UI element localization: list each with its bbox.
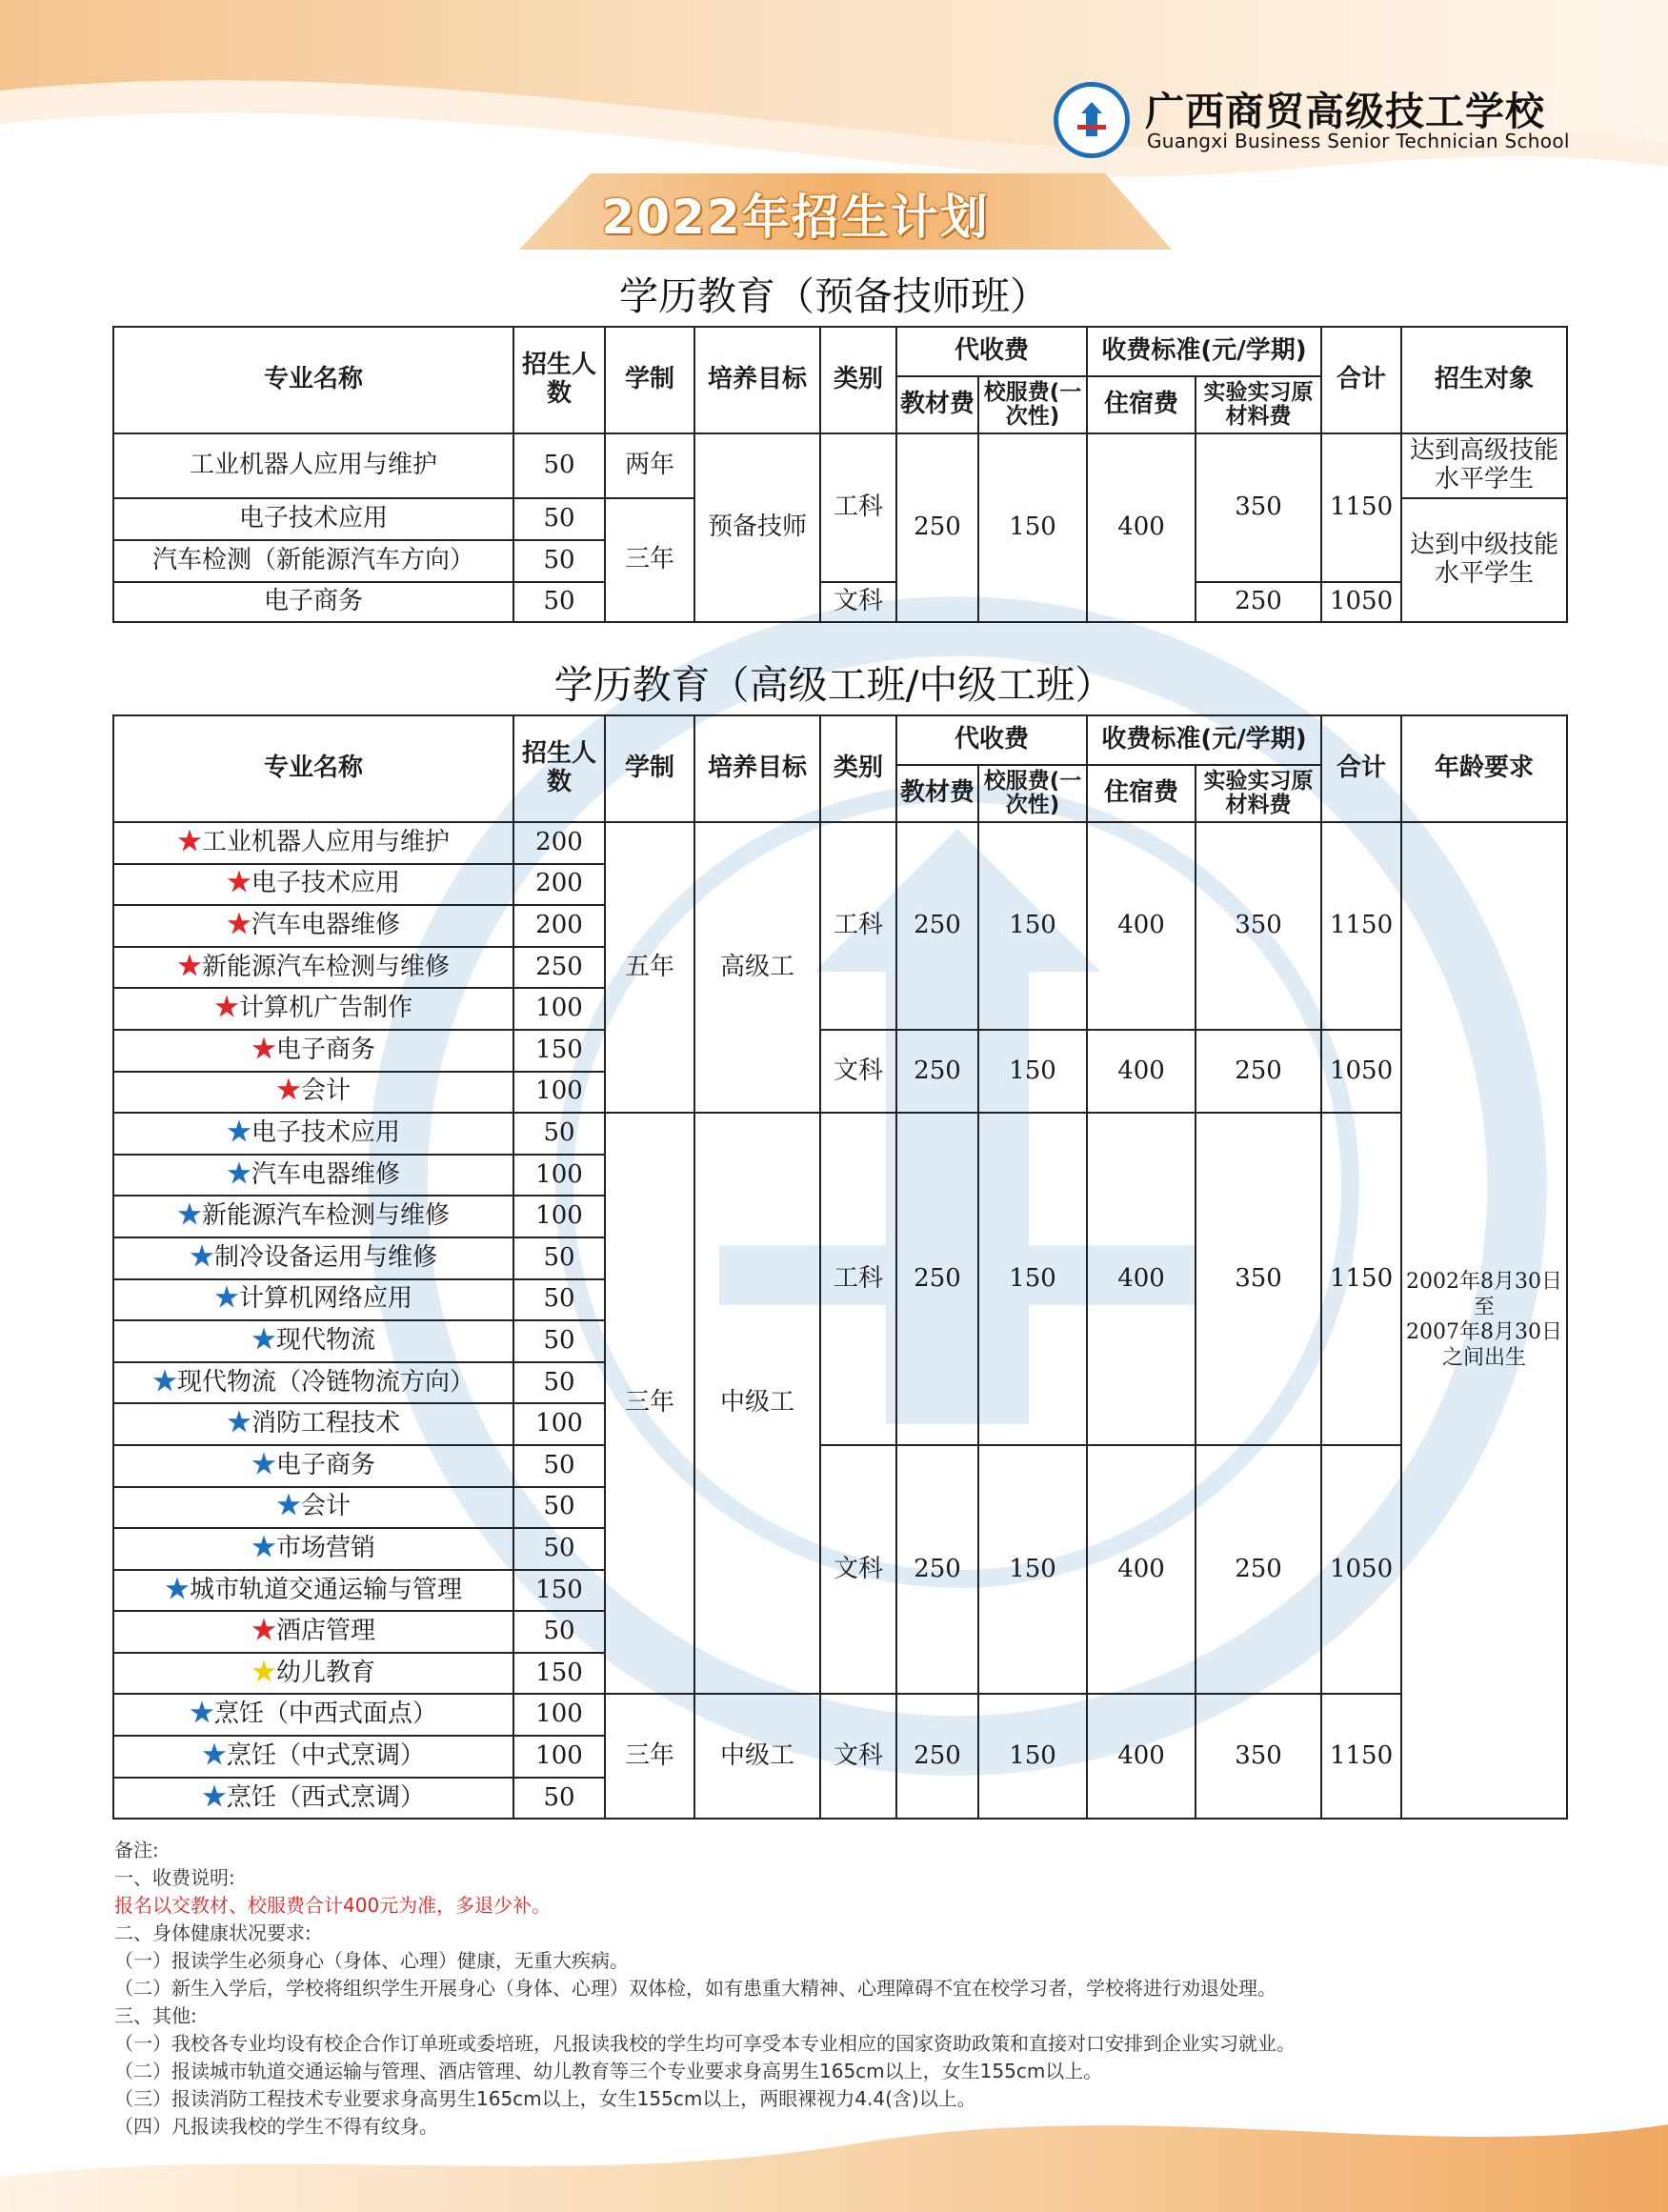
header-duration: 学制: [605, 715, 694, 822]
s2-major: [113, 947, 513, 989]
s2-total: 1150: [1321, 1694, 1401, 1819]
s2-major-label: 电子技术应用: [251, 869, 401, 898]
s2-major-label: 计算机广告制作: [239, 994, 413, 1023]
s2-major-label: 幼儿教育: [276, 1658, 376, 1687]
s2-major: [113, 1072, 513, 1114]
s2-major-label: 酒店管理: [276, 1617, 376, 1646]
s1-enroll: 50: [513, 498, 605, 540]
s2-goal-mid: 中级工: [694, 1113, 820, 1694]
s1-major: 工业机器人应用与维护: [113, 433, 513, 498]
s1-major: 汽车检测（新能源汽车方向）: [113, 540, 513, 582]
s1-dorm: 400: [1087, 433, 1196, 622]
s2-major: [113, 1528, 513, 1570]
table-row: [113, 822, 1567, 864]
header-goal: 培养目标: [694, 715, 820, 822]
star-red-icon: ★: [251, 1035, 276, 1064]
s1-enroll: 50: [513, 540, 605, 582]
s2-textbook: 250: [896, 1445, 978, 1695]
s1-target-b: 达到中级技能水平学生: [1401, 498, 1567, 622]
s2-major-label: 电子商务: [276, 1035, 376, 1064]
notes-item: （四）凡报读我校的学生不得有纹身。: [114, 2115, 438, 2138]
s2-enroll: 150: [513, 1570, 605, 1612]
s2-major-label: 计算机网络应用: [239, 1284, 413, 1314]
star-red-icon: ★: [251, 1617, 276, 1646]
s2-major: [113, 822, 513, 864]
s2-total: 1050: [1321, 1030, 1401, 1113]
s2-duration-three-b: 三年: [605, 1694, 694, 1819]
header-major: 专业名称: [113, 327, 513, 433]
s2-enroll: 250: [513, 947, 605, 989]
s2-lab: 350: [1196, 822, 1321, 1030]
header-target: 招生对象: [1401, 327, 1567, 433]
header-lab: 实验实习原材料费: [1196, 376, 1321, 433]
s2-major: [113, 1653, 513, 1695]
s2-textbook: 250: [896, 822, 978, 1030]
s1-uniform: 150: [978, 433, 1087, 622]
star-blue-icon: ★: [251, 1450, 276, 1479]
s1-lab-eng: 350: [1196, 433, 1321, 582]
s1-enroll: 50: [513, 582, 605, 622]
s2-dorm: 400: [1087, 1445, 1196, 1695]
header-category: 类别: [820, 715, 896, 822]
s2-enroll: 100: [513, 1736, 605, 1778]
header-enroll: 招生人数: [513, 327, 605, 433]
s2-total: 1150: [1321, 822, 1401, 1030]
s1-goal: 预备技师: [694, 433, 820, 622]
s2-lab: 250: [1196, 1030, 1321, 1113]
s2-dorm: 400: [1087, 1694, 1196, 1819]
header-textbook: 教材费: [896, 765, 978, 822]
section1-table: [112, 326, 1568, 623]
s2-major: [113, 1570, 513, 1612]
s2-major: [113, 1736, 513, 1778]
header-category: 类别: [820, 327, 896, 433]
s2-enroll: 150: [513, 1653, 605, 1695]
s2-duration-three: 三年: [605, 1113, 694, 1694]
age-line: 之间出生: [1442, 1345, 1527, 1370]
s2-major-label: 烹饪（西式烹调）: [227, 1782, 426, 1812]
notes-item: 二、身体健康状况要求:: [114, 1921, 311, 1944]
s2-dorm: 400: [1087, 1113, 1196, 1445]
star-red-icon: ★: [213, 994, 239, 1023]
s2-major-label: 会计: [301, 1076, 352, 1106]
s2-major-label: 会计: [301, 1492, 352, 1521]
school-name: 广西商贸高级技工学校: [1145, 89, 1545, 134]
s1-target-a: 达到高级技能水平学生: [1401, 433, 1567, 498]
s2-major: [113, 1279, 513, 1321]
s2-enroll: 50: [513, 1528, 605, 1570]
s2-enroll: 50: [513, 1113, 605, 1155]
s2-major: [113, 1155, 513, 1196]
star-blue-icon: ★: [151, 1367, 177, 1397]
header-fee-group: 收费标准(元/学期): [1087, 715, 1321, 765]
star-blue-icon: ★: [226, 1118, 251, 1147]
s2-major-label: 工业机器人应用与维护: [202, 827, 451, 856]
s1-lab-arts: 250: [1196, 582, 1321, 622]
star-blue-icon: ★: [176, 1201, 202, 1231]
s1-cat-eng: 工科: [820, 433, 896, 582]
star-blue-icon: ★: [275, 1492, 301, 1521]
section2-title: 学历教育（高级工班/中级工班）: [553, 662, 1115, 708]
s2-total: 1050: [1321, 1445, 1401, 1695]
s2-enroll: 50: [513, 1279, 605, 1321]
notes-item: （二）新生入学后，学校将组织学生开展身心（身体、心理）双体检，如有患重大精神、心理障碍不宜在校学习者，学校将进行劝退处理。: [114, 1977, 1276, 2000]
star-blue-icon: ★: [251, 1325, 276, 1355]
school-name-en: Guangxi Business Senior Technician School: [1147, 130, 1570, 152]
s2-major-label: 现代物流: [276, 1325, 376, 1355]
s2-enroll: 100: [513, 988, 605, 1030]
s2-major-label: 电子技术应用: [251, 1118, 401, 1147]
s2-major: [113, 905, 513, 947]
s2-enroll: 150: [513, 1030, 605, 1072]
s2-major-label: 现代物流（冷链物流方向）: [177, 1367, 475, 1397]
star-blue-icon: ★: [226, 1409, 251, 1438]
header-total: 合计: [1321, 327, 1401, 433]
s2-enroll: 50: [513, 1237, 605, 1279]
s2-major-label: 烹饪（中式烹调）: [227, 1740, 426, 1770]
header-fee-group: 收费标准(元/学期): [1087, 327, 1321, 376]
star-blue-icon: ★: [189, 1699, 214, 1729]
s2-enroll: 50: [513, 1445, 605, 1487]
age-line: 2007年8月30日: [1406, 1320, 1563, 1345]
s2-enroll: 200: [513, 864, 605, 906]
header-goal: 培养目标: [694, 327, 820, 433]
s1-cat-arts: 文科: [820, 582, 896, 622]
age-line: 2002年8月30日: [1406, 1270, 1563, 1295]
s2-uniform: 150: [978, 822, 1087, 1030]
star-blue-icon: ★: [226, 1159, 251, 1189]
s2-age-requirement: [1401, 822, 1567, 1819]
header-dorm: 住宿费: [1087, 376, 1196, 433]
header-major: 专业名称: [113, 715, 513, 822]
star-blue-icon: ★: [201, 1782, 227, 1812]
s1-major: 电子技术应用: [113, 498, 513, 540]
s2-major: [113, 1445, 513, 1487]
header-age: 年龄要求: [1401, 715, 1567, 822]
s2-uniform: 150: [978, 1445, 1087, 1695]
s2-category: 文科: [820, 1694, 896, 1819]
star-yellow-icon: ★: [251, 1658, 276, 1687]
s2-enroll: 50: [513, 1320, 605, 1362]
s2-major-label: 市场营销: [276, 1533, 376, 1562]
s2-lab: 350: [1196, 1113, 1321, 1445]
header-total: 合计: [1321, 715, 1401, 822]
s2-uniform: 150: [978, 1694, 1087, 1819]
s1-total-eng: 1150: [1321, 433, 1401, 582]
s2-dorm: 400: [1087, 822, 1196, 1030]
age-line: 至: [1474, 1295, 1496, 1319]
star-blue-icon: ★: [164, 1575, 190, 1604]
s2-uniform: 150: [978, 1030, 1087, 1113]
s2-goal-mid-b: 中级工: [694, 1694, 820, 1819]
notes-heading: 备注:: [114, 1839, 159, 1861]
s2-major-label: 汽车电器维修: [251, 911, 401, 940]
s2-goal-senior: 高级工: [694, 822, 820, 1113]
s2-enroll: 200: [513, 822, 605, 864]
notes-item: （一）我校各专业均设有校企合作订单班或委培班，凡报读我校的学生均可享受本专业相应的国家资助政策和直接对口安排到企业实习就业。: [114, 2032, 1296, 2055]
s2-category: 文科: [820, 1030, 896, 1113]
star-red-icon: ★: [226, 911, 251, 940]
table-row: [113, 1445, 1567, 1487]
s2-major-label: 新能源汽车检测与维修: [202, 952, 451, 981]
s2-enroll: 50: [513, 1611, 605, 1653]
s2-major: [113, 1403, 513, 1445]
s2-major: [113, 1611, 513, 1653]
school-logo: [1054, 76, 1644, 162]
notes-item: （一）报读学生必须身心（身体、心理）健康，无重大疾病。: [114, 1949, 629, 1972]
s2-category: 工科: [820, 1113, 896, 1445]
s2-enroll: 100: [513, 1403, 605, 1445]
star-blue-icon: ★: [213, 1284, 239, 1314]
star-red-icon: ★: [176, 827, 202, 856]
s2-total: 1150: [1321, 1113, 1401, 1445]
s2-major: [113, 1320, 513, 1362]
table-row: [113, 1030, 1567, 1072]
s2-dorm: 400: [1087, 1030, 1196, 1113]
s2-category: 文科: [820, 1445, 896, 1695]
notes-fee-highlight: 报名以交教材、校服费合计400元为准，多退少补。: [114, 1894, 552, 1917]
s1-textbook: 250: [896, 433, 978, 622]
s1-enroll: 50: [513, 433, 605, 498]
header-uniform: 校服费(一次性): [978, 376, 1087, 433]
school-emblem-icon: [1054, 82, 1130, 158]
s2-uniform: 150: [978, 1113, 1087, 1445]
s2-enroll: 50: [513, 1778, 605, 1820]
s2-major: [113, 1030, 513, 1072]
header-collect-group: 代收费: [896, 327, 1087, 376]
page-title: 2022年招生计划: [601, 190, 990, 245]
table-row: [113, 1694, 1567, 1736]
s2-major: [113, 864, 513, 906]
s1-total-arts: 1050: [1321, 582, 1401, 622]
header-textbook: 教材费: [896, 376, 978, 433]
star-red-icon: ★: [275, 1076, 301, 1106]
notes-item: （二）报读城市轨道交通运输与管理、酒店管理、幼儿教育等三个专业要求身高男生165cm以上，女生155cm以上。: [114, 2060, 1103, 2082]
s2-enroll: 200: [513, 905, 605, 947]
s2-major-label: 电子商务: [276, 1450, 376, 1479]
section2-table: [112, 714, 1568, 1820]
s2-major-label: 烹饪（中西式面点）: [214, 1699, 438, 1729]
header-duration: 学制: [605, 327, 694, 433]
table-row: [113, 1113, 1567, 1155]
s1-duration-b: 三年: [605, 498, 694, 622]
star-blue-icon: ★: [201, 1740, 227, 1770]
star-red-icon: ★: [176, 952, 202, 981]
s2-textbook: 250: [896, 1113, 978, 1445]
header-lab: 实验实习原材料费: [1196, 765, 1321, 822]
s2-enroll: 100: [513, 1072, 605, 1114]
s2-textbook: 250: [896, 1694, 978, 1819]
s2-major: [113, 1362, 513, 1404]
section1-title: 学历教育（预备技师班）: [619, 273, 1049, 319]
s2-major-label: 制冷设备运用与维修: [214, 1242, 438, 1272]
header-enroll: 招生人数: [513, 715, 605, 822]
s2-enroll: 50: [513, 1487, 605, 1529]
s2-textbook: 250: [896, 1030, 978, 1113]
s2-major-label: 新能源汽车检测与维修: [202, 1201, 451, 1231]
s1-duration-a: 两年: [605, 433, 694, 498]
s2-major: [113, 1237, 513, 1279]
s2-major-label: 汽车电器维修: [251, 1159, 401, 1189]
star-blue-icon: ★: [251, 1533, 276, 1562]
s2-category: 工科: [820, 822, 896, 1030]
s2-lab: 250: [1196, 1445, 1321, 1695]
s2-enroll: 50: [513, 1362, 605, 1404]
header-uniform: 校服费(一次性): [978, 765, 1087, 822]
s2-major-label: 消防工程技术: [251, 1409, 401, 1438]
s2-major: [113, 988, 513, 1030]
star-red-icon: ★: [226, 869, 251, 898]
s2-major-label: 城市轨道交通运输与管理: [190, 1575, 463, 1604]
s1-major: 电子商务: [113, 582, 513, 622]
notes-item: 一、收费说明:: [114, 1866, 235, 1889]
notes-item: （三）报读消防工程技术专业要求身高男生165cm以上，女生155cm以上，两眼裸视力4.4(含)以上。: [114, 2087, 976, 2110]
notes-section: [114, 1837, 1600, 2141]
s2-enroll: 100: [513, 1694, 605, 1736]
s2-major: [113, 1694, 513, 1736]
header-collect-group: 代收费: [896, 715, 1087, 765]
header-dorm: 住宿费: [1087, 765, 1196, 822]
s2-major: [113, 1196, 513, 1237]
s2-lab: 350: [1196, 1694, 1321, 1819]
star-blue-icon: ★: [189, 1242, 214, 1272]
s2-enroll: 100: [513, 1196, 605, 1237]
s2-major: [113, 1487, 513, 1529]
s2-major: [113, 1113, 513, 1155]
notes-item: 三、其他:: [114, 2004, 197, 2027]
s2-major: [113, 1778, 513, 1820]
s2-duration-five: 五年: [605, 822, 694, 1113]
s2-enroll: 100: [513, 1155, 605, 1196]
